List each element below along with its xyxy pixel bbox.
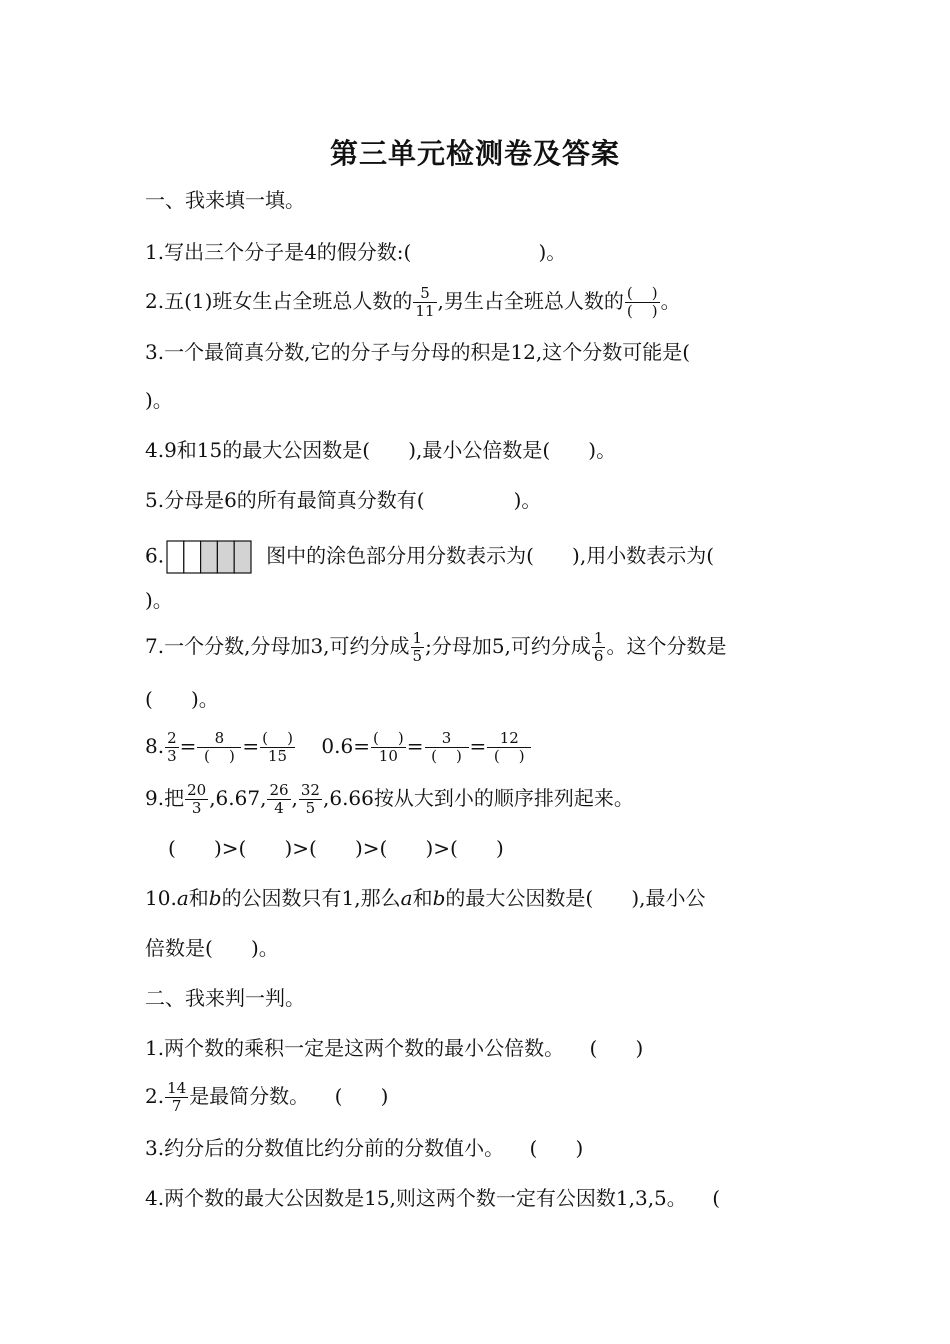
fraction-32-5: $\frac{32}{5}$ [300,781,320,817]
fraction-14-7: $\frac{14}{7}$ [167,1079,187,1115]
judge-3: 3.约分后的分数值比约分前的分数值小。 ( ) [145,1136,584,1160]
fraction-1-6: $\frac{1}{6}$ [593,629,604,665]
question-9-blanks: ( )>( )>( )>( )>( ) [168,836,504,860]
question-3-cont: )。 [145,388,173,412]
q2-text: 2.五(1)班女生占全班总人数的 [145,289,413,313]
fraction-8-blank: $\frac{8}{( )}$ [197,730,241,765]
question-2: 2.五(1)班女生占全班总人数的 $\frac{5}{11}$ ,男生占全班总人数的 $\frac{( )}{( )}$ 。 [145,284,681,320]
fraction-blank-10: $\frac{( )}{10}$ [372,729,404,765]
question-8: 8. $\frac{2}{3}$ = $\frac{8}{( )}$ = $\frac{( )}{15}$ 0.6= $\frac{( )}{10}$ = $\frac{3}{( )}$ = $\frac{12}{( )}$ [145,730,532,765]
fraction-3-blank: $\frac{3}{( )}$ [425,730,469,765]
section-heading-judge: 二、我来判一判。 [145,986,305,1010]
fraction-20-3: $\frac{20}{3}$ [187,781,207,817]
question-5: 5.分母是6的所有最简真分数有( )。 [145,488,542,512]
shaded-rectangle-figure [166,540,252,574]
judge-1: 1.两个数的乘积一定是这两个数的最小公倍数。 ( ) [145,1036,644,1060]
question-6: 6. 图中的涂色部分用分数表示为( ),用小数表示为( [145,540,714,574]
section-heading-fill: 一、我来填一填。 [145,188,305,212]
question-4: 4.9和15的最大公因数是( ),最小公倍数是( )。 [145,438,617,462]
question-10-cont: 倍数是( )。 [145,936,279,960]
judge-4: 4.两个数的最大公因数是15,则这两个数一定有公因数1,3,5。 ( [145,1186,721,1210]
fraction-blank-15: $\frac{( )}{15}$ [262,729,293,765]
fraction-blank: $\frac{( )}{( )}$ [626,284,658,320]
fraction-12-blank: $\frac{12}{( )}$ [487,730,531,765]
question-9: 9.把 $\frac{20}{3}$ ,6.67, $\frac{26}{4}$ , $\frac{32}{5}$ ,6.66按从大到小的顺序排列起来。 [145,781,634,817]
fraction-1-5: $\frac{1}{5}$ [412,629,423,665]
question-7: 7.一个分数,分母加3,可约分成 $\frac{1}{5}$ ;分母加5,可约分成 $\frac{1}{6}$ 。这个分数是 [145,629,727,665]
fraction-2-3: $\frac{2}{3}$ [167,729,177,765]
fraction-26-4: $\frac{26}{4}$ [269,781,289,817]
question-3: 3.一个最简真分数,它的分子与分母的积是12,这个分数可能是( [145,340,691,364]
question-7-cont: ( )。 [145,687,219,711]
question-10: 10.a和b的公因数只有1,那么a和b的最大公因数是( ),最小公 [145,886,706,910]
q2-text-mid: ,男生占全班总人数的 [437,289,624,313]
judge-2: 2. $\frac{14}{7}$ 是最简分数。 ( ) [145,1079,389,1115]
question-1: 1.写出三个分子是4的假分数:( )。 [145,240,567,264]
page-title: 第三单元检测卷及答案 [329,137,620,170]
question-6-cont: )。 [145,588,173,612]
fraction-5-11: $\frac{5}{11}$ [415,284,435,320]
